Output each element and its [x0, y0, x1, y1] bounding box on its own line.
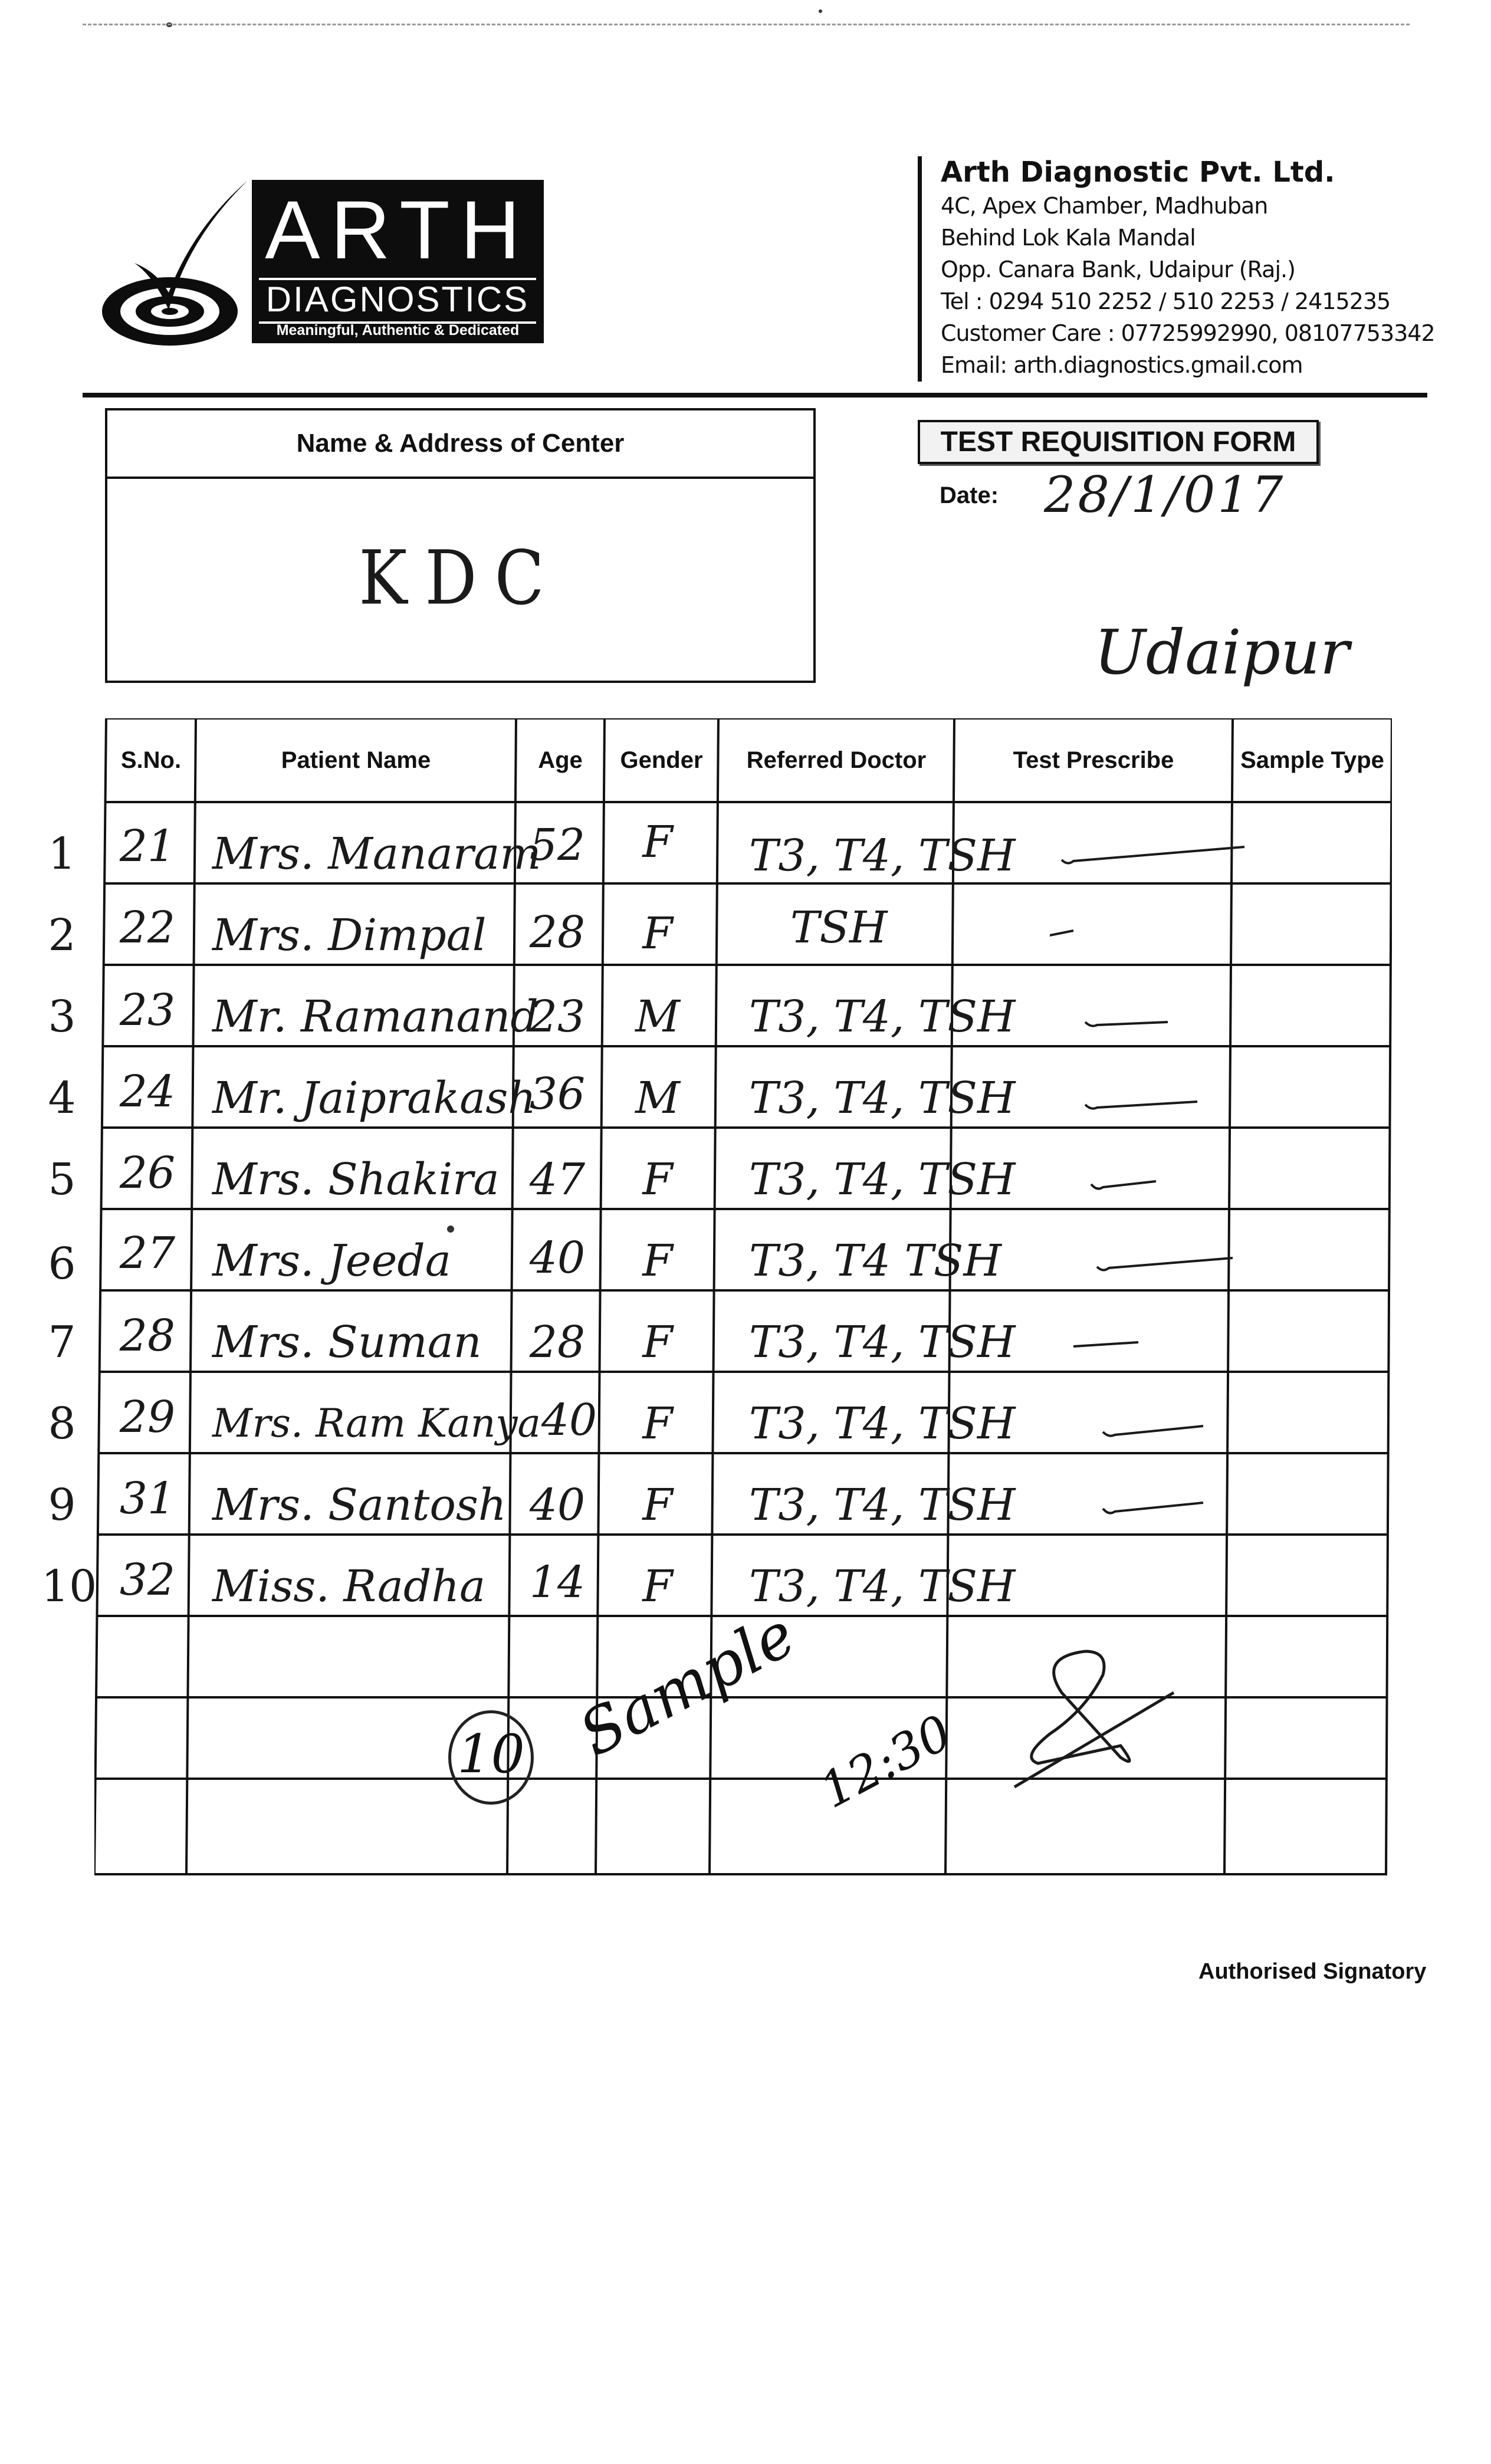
row-sno: 32: [119, 1555, 176, 1605]
row-number: 7: [48, 1317, 76, 1368]
date-value: 28/1/017: [1044, 466, 1286, 524]
row-test: TSH: [790, 902, 888, 953]
time-note: 12:30: [811, 1704, 961, 1819]
row-sno: 23: [119, 985, 176, 1036]
company-divider: [918, 156, 922, 382]
header-gender: Gender: [620, 747, 703, 773]
row-gender: F: [642, 1398, 673, 1449]
company-phone: Tel : 0294 510 2252 / 510 2253 / 2415235: [941, 288, 1391, 314]
row-gender: F: [642, 1317, 673, 1368]
sample-count-note: 10: [448, 1710, 534, 1805]
row-sno: 29: [119, 1392, 176, 1443]
header-divider: [83, 393, 1427, 397]
row-sno: 24: [119, 1066, 176, 1117]
company-email: Email: arth.diagnostics.gmail.com: [941, 352, 1303, 378]
logo-tagline: Meaningful, Authentic & Dedicated: [276, 322, 520, 339]
row-number: 1: [48, 829, 76, 879]
row-patient-name: Mrs. Dimpal: [212, 910, 487, 961]
row-number: 9: [48, 1480, 76, 1530]
row-sno: 28: [119, 1310, 176, 1361]
row-gender: F: [642, 1561, 673, 1612]
authorised-signatory: Authorised Signatory: [1198, 1959, 1427, 1984]
row-patient-name: Mr. Ramanand: [212, 991, 538, 1042]
row-patient-name: Mr. Jaiprakash: [212, 1073, 536, 1123]
company-address-line: Opp. Canara Bank, Udaipur (Raj.): [941, 257, 1295, 282]
center-box: [105, 408, 816, 683]
row-number: 5: [48, 1154, 76, 1205]
scan-speck: [819, 9, 822, 13]
row-gender: F: [642, 1154, 673, 1205]
row-age: 47: [529, 1154, 586, 1205]
tick-marks: [1050, 819, 1286, 1644]
row-gender: F: [642, 1236, 673, 1286]
logo-wordmark-box: [252, 180, 544, 343]
row-gender: M: [635, 991, 680, 1042]
row-number: 6: [48, 1238, 76, 1289]
row-age: 40: [529, 1480, 586, 1530]
row-test: T3, T4, TSH: [749, 1073, 1016, 1123]
row-test: T3, T4, TSH: [749, 991, 1016, 1042]
row-age: 23: [529, 991, 586, 1042]
header-sno: S.No.: [120, 747, 182, 773]
row-test: T3, T4, TSH: [749, 1398, 1016, 1449]
row-age: 36: [529, 1069, 586, 1119]
company-customer-care: Customer Care : 07725992990, 08107753342: [941, 320, 1435, 346]
row-patient-name: Mrs. Shakira: [212, 1154, 500, 1205]
row-age: 28: [529, 907, 586, 958]
logo-subtitle: DIAGNOSTICS: [259, 278, 536, 324]
logo-wordmark: ARTH: [265, 183, 531, 276]
row-number: 2: [48, 910, 76, 961]
row-sno: 21: [119, 821, 176, 872]
row-test: T3, T4, TSH: [749, 1480, 1016, 1530]
row-gender: F: [642, 1480, 673, 1530]
header-age: Age: [538, 747, 583, 773]
row-test: T3, T4 TSH: [749, 1236, 1002, 1286]
form-title: TEST REQUISITION FORM: [918, 420, 1319, 464]
scan-speck: [447, 1226, 454, 1233]
row-age: 14: [529, 1557, 586, 1608]
company-address-line: Behind Lok Kala Mandal: [941, 225, 1196, 251]
row-number: 8: [48, 1398, 76, 1449]
row-age: 40: [529, 1233, 586, 1283]
center-value: KDC: [359, 534, 562, 622]
row-gender: F: [642, 817, 673, 868]
row-number: 10: [41, 1561, 97, 1612]
row-gender: F: [642, 908, 673, 959]
row-age: 40: [541, 1395, 597, 1445]
row-patient-name: Mrs. Ram Kanya: [212, 1401, 541, 1446]
row-sno: 31: [119, 1473, 176, 1524]
header-sample-type: Sample Type: [1240, 747, 1384, 773]
patient-table: [41, 718, 1392, 2464]
row-sno: 22: [119, 902, 176, 953]
row-sno: 26: [119, 1148, 176, 1198]
scan-edge-line: [83, 24, 1410, 27]
row-test: T3, T4, TSH: [749, 1154, 1016, 1205]
signature-mark: [1003, 1640, 1180, 1793]
row-patient-name: Mrs. Suman: [212, 1317, 482, 1368]
row-number: 4: [48, 1073, 76, 1123]
logo-target-icon: [99, 175, 252, 351]
row-patient-name: Miss. Radha: [212, 1561, 486, 1612]
row-sno: 27: [119, 1228, 176, 1279]
row-age: 28: [529, 1317, 586, 1368]
row-age: 52: [529, 820, 586, 870]
sample-word-note: Sample: [567, 1598, 807, 1770]
row-gender: M: [635, 1073, 680, 1123]
header-test-prescribe: Test Prescribe: [1013, 747, 1174, 773]
row-patient-name: Mrs. Santosh: [212, 1480, 507, 1530]
date-label: Date:: [940, 482, 999, 508]
row-patient-name: Mrs. Jeeda: [212, 1236, 451, 1286]
row-test: T3, T4, TSH: [749, 1317, 1016, 1368]
company-name: Arth Diagnostic Pvt. Ltd.: [941, 156, 1335, 189]
row-number: 3: [48, 991, 76, 1042]
header-referred-doctor: Referred Doctor: [746, 747, 927, 773]
row-patient-name: Mrs. Manaram: [212, 829, 541, 879]
company-address-line: 4C, Apex Chamber, Madhuban: [941, 193, 1268, 219]
city-value: Udaipur: [1094, 616, 1349, 688]
center-title: Name & Address of Center: [107, 410, 813, 479]
row-test: T3, T4, TSH: [749, 1561, 1016, 1612]
row-test: T3, T4, TSH: [749, 830, 1016, 881]
header-patient-name: Patient Name: [281, 747, 431, 773]
company-details: [941, 155, 1435, 381]
